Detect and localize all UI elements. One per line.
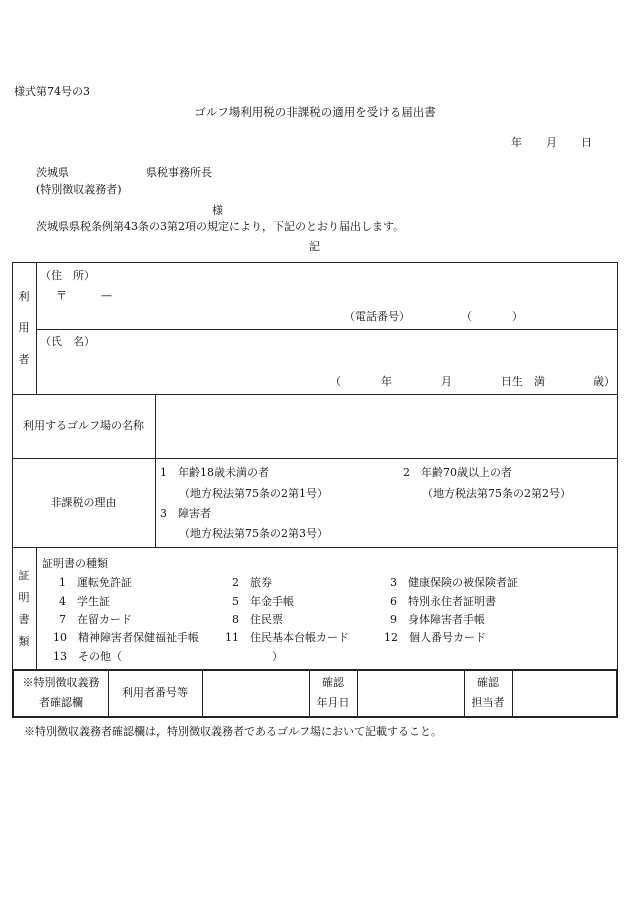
certificate-option-other[interactable]: 13 その他（ bbox=[53, 650, 122, 663]
user-side-label-char: 者 bbox=[18, 353, 30, 366]
dob-age-close: 歳） bbox=[593, 375, 615, 388]
reason-label: 非課税の理由 bbox=[50, 496, 117, 509]
submitter-label: (特別徴収義務者) bbox=[36, 183, 122, 196]
postal-mark: 〒 bbox=[56, 289, 67, 302]
confirm-border-right bbox=[616, 669, 618, 718]
confirm-col-divider-2 bbox=[202, 669, 203, 717]
user-side-label-char: 用 bbox=[18, 321, 30, 334]
confirm-col-divider-6 bbox=[512, 669, 513, 717]
name-label: （氏 名） bbox=[40, 335, 95, 348]
certificate-option[interactable]: 8 住民票 bbox=[232, 613, 283, 626]
confirm-date-input-area[interactable] bbox=[359, 672, 462, 715]
phone-label: （電話番号） bbox=[344, 310, 410, 323]
reason-item-2-law: （地方税法第75条の2第2号） bbox=[422, 487, 571, 500]
user-number-input-area[interactable] bbox=[204, 672, 307, 715]
user-label-divider bbox=[36, 262, 37, 394]
table-border-top bbox=[12, 262, 617, 263]
reason-item-1[interactable]: 1 年齢18歳未満の者 bbox=[160, 466, 269, 479]
user-side-label-char: 利 bbox=[18, 290, 30, 303]
postal-dash: — bbox=[101, 289, 112, 302]
certificate-option[interactable]: 12 個人番号カード bbox=[384, 631, 486, 644]
certificate-side-label-char: 証 bbox=[18, 569, 30, 582]
address-name-divider bbox=[36, 329, 617, 330]
confirm-person-label-line1: 確認 bbox=[477, 676, 499, 689]
confirm-section-label-line1: ※特別徴収義務 bbox=[22, 676, 100, 689]
addressee-office: 県税事務所長 bbox=[146, 166, 212, 179]
phone-paren-open: （ bbox=[461, 310, 472, 323]
date-month-label: 月 bbox=[546, 136, 557, 149]
certificate-option[interactable]: 5 年金手帳 bbox=[232, 595, 294, 608]
table-border-left bbox=[12, 262, 13, 670]
dob-month-label: 月 bbox=[441, 375, 452, 388]
certificate-option[interactable]: 2 旅券 bbox=[232, 576, 272, 589]
certificate-option[interactable]: 6 特別永住者証明書 bbox=[390, 595, 496, 608]
confirm-date-label-line1: 確認 bbox=[322, 676, 344, 689]
certificate-option[interactable]: 4 学生証 bbox=[59, 595, 110, 608]
certificate-side-label-char: 明 bbox=[18, 591, 30, 604]
user-number-label: 利用者番号等 bbox=[122, 686, 188, 699]
confirm-date-label-line2: 年月日 bbox=[316, 696, 350, 709]
golf-section-bottom bbox=[12, 458, 617, 459]
certificate-option[interactable]: 11 住民基本台帳カード bbox=[225, 631, 349, 644]
reason-item-1-law: （地方税法第75条の2第1号） bbox=[179, 487, 328, 500]
reason-section-bottom bbox=[12, 547, 617, 548]
golf-course-label: 利用するゴルフ場の名称 bbox=[23, 419, 144, 432]
footnote: ※特別徴収義務者確認欄は，特別徴収義務者であるゴルフ場において記載すること。 bbox=[24, 725, 442, 738]
certificate-option[interactable]: 1 運転免許証 bbox=[59, 576, 132, 589]
page-title: ゴルフ場利用税の非課税の適用を受ける届出書 bbox=[194, 105, 436, 119]
dob-paren-open: （ bbox=[330, 375, 341, 388]
date-year-label: 年 bbox=[511, 136, 522, 149]
certificate-side-label-char: 類 bbox=[18, 635, 30, 648]
addressee-prefecture: 茨城県 bbox=[36, 166, 69, 179]
ki-label: 記 bbox=[309, 240, 320, 253]
form-number: 様式第74号の3 bbox=[14, 85, 90, 98]
address-label: （住 所） bbox=[40, 269, 95, 282]
confirm-person-label-line2: 担当者 bbox=[471, 696, 505, 709]
user-section-bottom bbox=[12, 394, 617, 395]
reason-item-2[interactable]: 2 年齢70歳以上の者 bbox=[403, 466, 512, 479]
golf-course-input-area[interactable] bbox=[157, 396, 615, 456]
certificate-label-divider bbox=[36, 547, 37, 669]
confirm-border-bottom bbox=[12, 716, 618, 718]
date-day-label: 日 bbox=[581, 136, 592, 149]
certificate-side-label-char: 書 bbox=[18, 613, 30, 626]
confirm-col-divider-4 bbox=[357, 669, 358, 717]
dob-day-age-label: 日生 満 bbox=[501, 375, 545, 388]
address-input-area[interactable] bbox=[120, 266, 610, 306]
certificate-option[interactable]: 9 身体障害者手帳 bbox=[390, 613, 485, 626]
name-input-area[interactable] bbox=[120, 334, 610, 370]
certificate-other-close: ） bbox=[272, 650, 283, 663]
certificate-option[interactable]: 7 在留カード bbox=[59, 613, 132, 626]
honorific-sama: 様 bbox=[212, 204, 223, 217]
phone-paren-close: ） bbox=[512, 310, 523, 323]
label-column-divider bbox=[155, 394, 156, 547]
confirm-section-label-line2: 者確認欄 bbox=[39, 696, 83, 709]
dob-year-label: 年 bbox=[381, 375, 392, 388]
certificate-option[interactable]: 3 健康保険の被保険者証 bbox=[390, 576, 518, 589]
reason-item-3-law: （地方税法第75条の2第3号） bbox=[179, 527, 328, 540]
reason-item-3[interactable]: 3 障害者 bbox=[160, 507, 211, 520]
table-border-right bbox=[617, 262, 618, 670]
statement-text: 茨城県県税条例第43条の3第2項の規定により，下記のとおり届出します。 bbox=[36, 220, 405, 233]
confirm-border-top bbox=[12, 669, 618, 671]
certificate-types-label: 証明書の種類 bbox=[42, 557, 108, 570]
confirm-person-input-area[interactable] bbox=[514, 672, 614, 715]
certificate-option[interactable]: 10 精神障害者保健福祉手帳 bbox=[53, 631, 199, 644]
